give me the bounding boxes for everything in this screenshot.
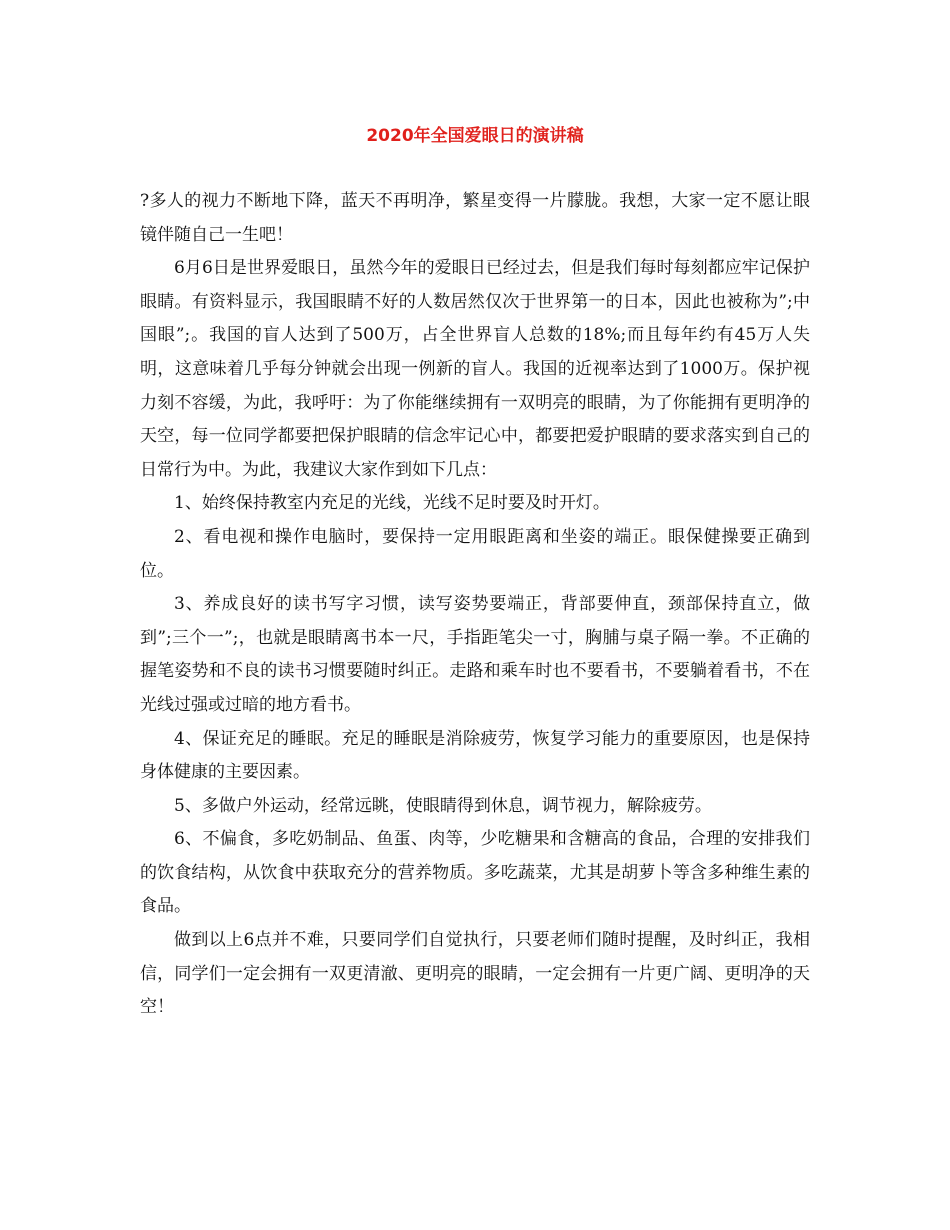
- paragraph-point-1: 1、始终保持教室内充足的光线，光线不足时要及时开灯。: [174, 493, 610, 514]
- paragraph-point-4: 4、保证充足的睡眠。充足的睡眠是消除疲劳，恢复学习能力的重要原因，也是保持身体健康的主要因素。: [140, 728, 810, 783]
- paragraph-point-5: 5、多做户外运动，经常远眺，使眼睛得到休息，调节视力，解除疲劳。: [174, 795, 712, 816]
- document-title: 2020年全国爱眼日的演讲稿: [366, 126, 584, 146]
- paragraph-point-6: 6、不偏食，多吃奶制品、鱼蛋、肉等，少吃糖果和含糖高的食品，合理的安排我们的饮食结构，从饮食中获取充分的营养物质。多吃蔬菜，尤其是胡萝卜等含多种维生素的食品。: [140, 829, 810, 917]
- document-body: [140, 185, 810, 1025]
- paragraph-intro: ?多人的视力不断地下降，蓝天不再明净，繁星变得一片朦胧。我想，大家一定不愿让眼镜伴随自己一生吧！: [140, 191, 810, 245]
- paragraph-conclusion: 做到以上6点并不难，只要同学们自觉执行，只要老师们随时提醒，及时纠正，我相信，同学们一定会拥有一双更清澈、更明亮的眼睛，一定会拥有一片更广阔、更明净的天空！: [140, 930, 810, 1018]
- paragraph-point-3: 3、养成良好的读书写字习惯，读写姿势要端正，背部要伸直，颈部保持直立，做到”;三个一”;，也就是眼睛离书本一尺，手指距笔尖一寸，胸脯与桌子隔一拳。不正确的握笔姿势和不良的读书习惯要随时纠正。走路和乘车时也不要看书，不要躺着看书，不在光线过强或过暗的地方看书。: [140, 594, 810, 715]
- paragraph-point-2: 2、看电视和操作电脑时，要保持一定用眼距离和坐姿的端正。眼保健操要正确到位。: [140, 526, 810, 581]
- paragraph-eye-day: 6月6日是世界爱眼日，虽然今年的爱眼日已经过去，但是我们每时每刻都应牢记保护眼睛。有资料显示，我国眼睛不好的人数居然仅次于世界第一的日本，因此也被称为”;中国眼”;。我国的盲人达到了500万，占全世界盲人总数的18%;而且每年约有45万人失明，这意味着几乎每分钟就会出现一例新的盲人。我国的近视率达到了1000万。保护视力刻不容缓，为此，我呼吁：为了你能继续拥有一双明亮的眼睛，为了你能拥有更明净的天空，每一位同学都要把保护眼睛的信念牢记心中，都要把爱护眼睛的要求落实到自己的日常行为中。为此，我建议大家作到如下几点：: [140, 258, 810, 480]
